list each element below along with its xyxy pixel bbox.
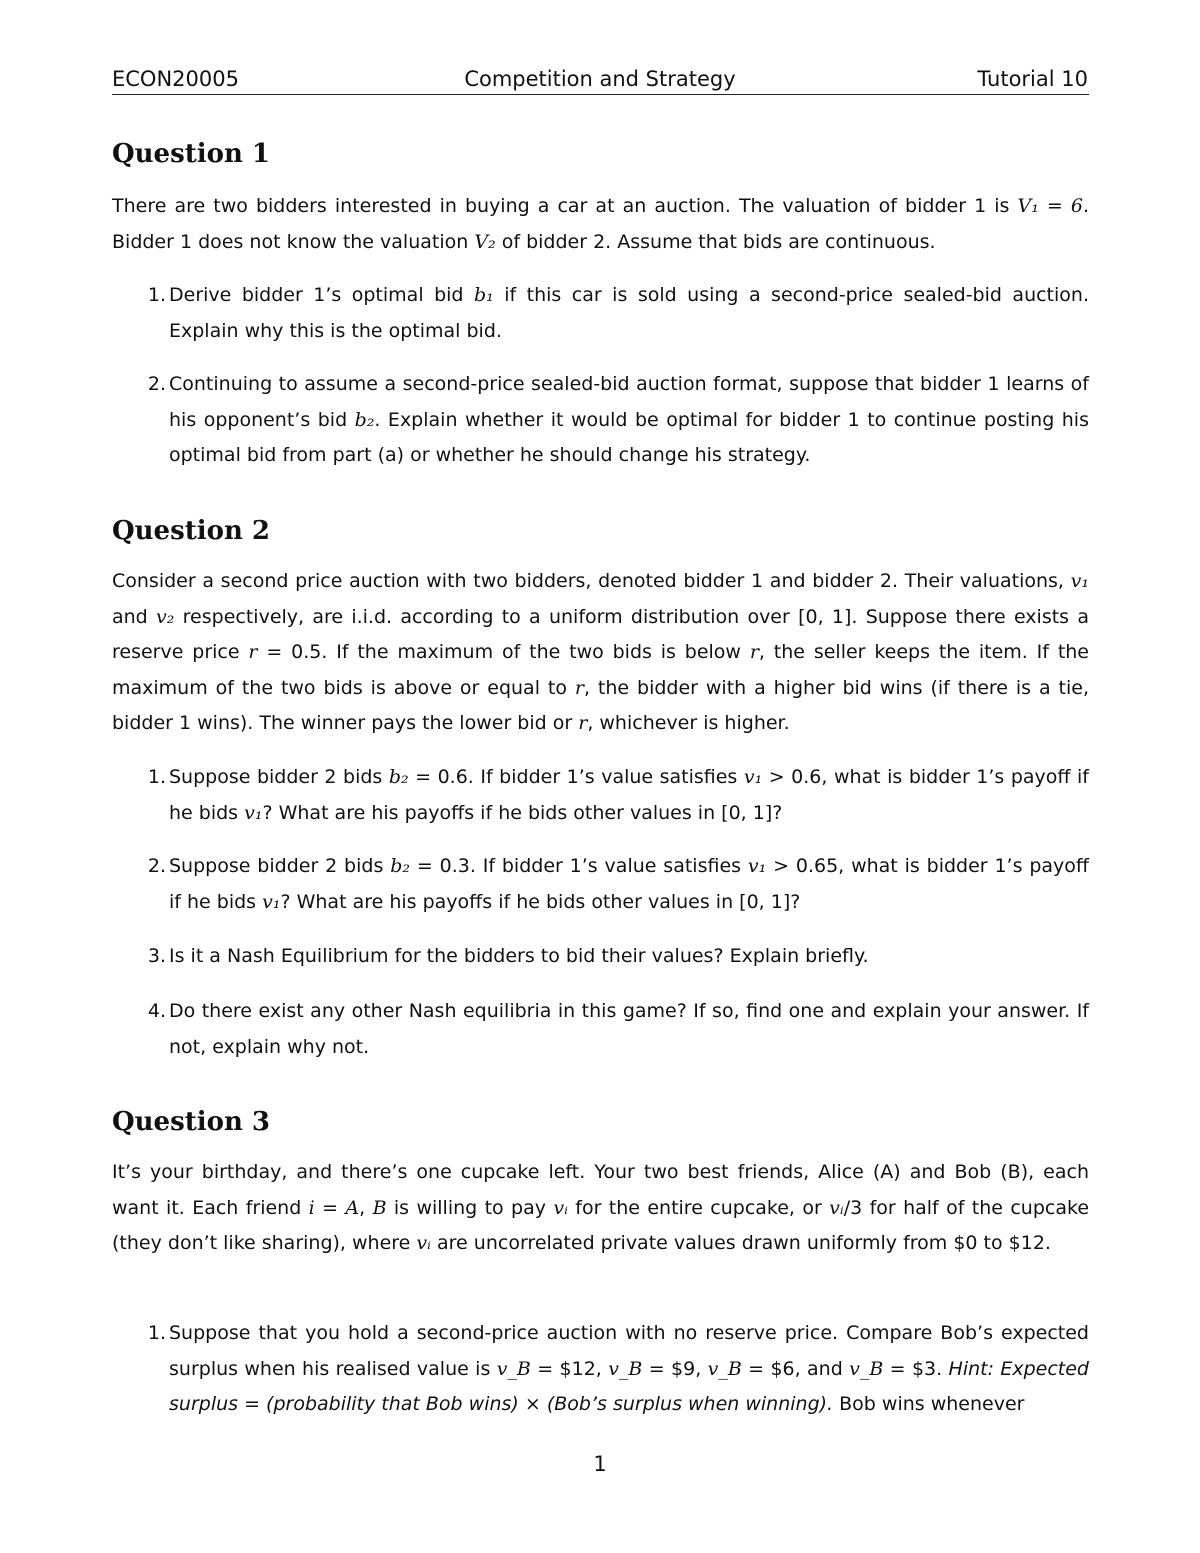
question-1-item-2: 2. Continuing to assume a second-price sealed-bid auction format, suppose that bidder 1 learns of his opponent’s bid b₂. Explain whether it would be optimal for bidder 1 to continue posting his optimal bid from part (a) or whether he should change his strategy. — [147, 373, 1089, 466]
question-3-intro: It’s your birthday, and there’s one cupcake left. Your two best friends, Alice (A) and Bob (B), each want it. Each friend i = A, B is willing to pay vᵢ for the entire cupcake, or vᵢ/3 for half of the cupcake (they don’t like sharing), where vᵢ are uncorrelated private values drawn uniformly from $0 to $12. — [112, 1161, 1090, 1254]
question-2-item-2: 2. Suppose bidder 2 bids b₂ = 0.3. If bidder 1’s value satisfies v₁ > 0.65, what is bidder 1’s payoff if he bids v₁? What are his payoffs if he bids other values in [0, 1]? — [147, 855, 1089, 913]
question-2-item-3: 3. Is it a Nash Equilibrium for the bidders to bid their values? Explain briefly. — [147, 945, 869, 967]
tutorial-number: Tutorial 10 — [977, 67, 1088, 91]
question-1-item-1: 1. Derive bidder 1’s optimal bid b₁ if this car is sold using a second-price sealed-bid auction. Explain why this is the optimal bid. — [147, 284, 1089, 342]
question-2-intro: Consider a second price auction with two bidders, denoted bidder 1 and bidder 2. Their valuations, v₁ and v₂ respectively, are i.i.d. according to a uniform distribution over [0, 1]. Suppose there exists a reserve price r = 0.5. If the maximum of the two bids is below r, the seller keeps the item. If the maximum of the two bids is above or equal to r, the bidder with a higher bid wins (if there is a tie, bidder 1 wins). The winner pays the lower bid or r, whichever is higher. — [112, 570, 1089, 734]
question-3-item-1: 1. Suppose that you hold a second-price auction with no reserve price. Compare Bob’s expected surplus when his realised value is v_B = $12, v_B = $9, v_B = $6, and v_B = $3. Hint: Expected surplus = (probability that Bob wins) × (Bob’s surplus when winning). Bob wins whenever — [147, 1322, 1089, 1415]
question-2-title: Question 2 — [112, 516, 271, 546]
course-code: ECON20005 — [112, 67, 239, 91]
header-rule — [112, 94, 1089, 95]
question-1-title: Question 1 — [112, 139, 271, 169]
question-3-title: Question 3 — [112, 1107, 271, 1137]
question-1-intro: There are two bidders interested in buying a car at an auction. The valuation of bidder 1 is V₁ = 6. Bidder 1 does not know the valuation V₂ of bidder 2. Assume that bids are continuous. — [112, 195, 1089, 253]
hint-text: Hint: Expected surplus = (probability that Bob wins) × (Bob’s surplus when winning). — [169, 1357, 1089, 1415]
course-title: Competition and Strategy — [464, 67, 736, 91]
page-number: 1 — [593, 1452, 607, 1476]
question-2-item-4: 4. Do there exist any other Nash equilibria in this game? If so, find one and explain your answer. If not, explain why not. — [147, 1000, 1089, 1058]
question-2-item-1: 1. Suppose bidder 2 bids b₂ = 0.6. If bidder 1’s value satisfies v₁ > 0.6, what is bidder 1’s payoff if he bids v₁? What are his payoffs if he bids other values in [0, 1]? — [147, 766, 1089, 824]
